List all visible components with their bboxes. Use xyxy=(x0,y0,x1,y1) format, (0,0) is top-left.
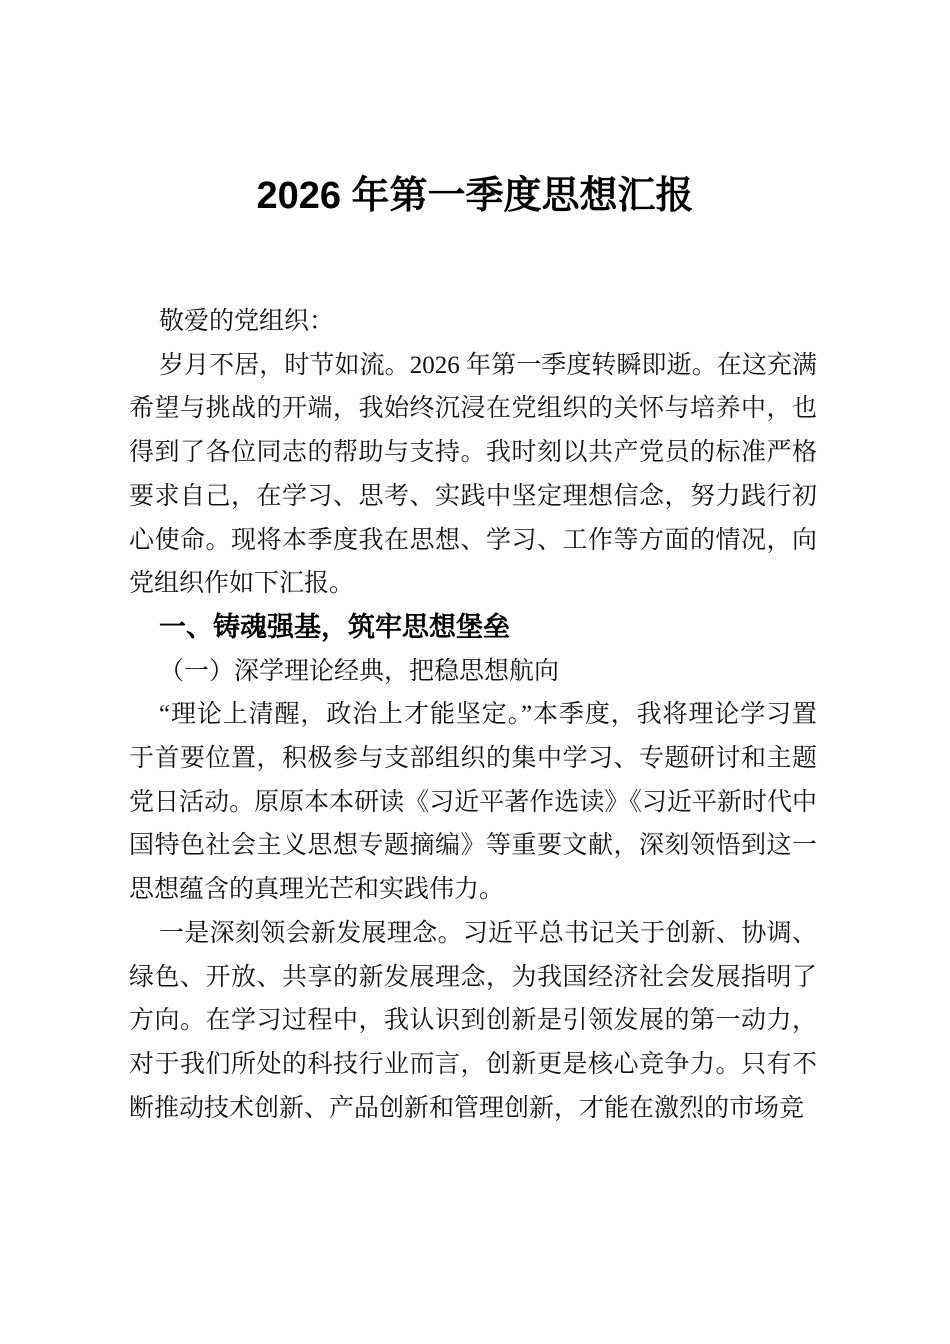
section-heading: 一、铸魂强基，筑牢思想堡垒 xyxy=(159,611,510,642)
paragraph-opening: 岁月不居，时节如流。2026 年第一季度转瞬即逝。在这充满希望与挑战的开端，我始终沉浸在党组织的关怀与培养中，也得到了各位同志的帮助与支持。我时刻以共产党员的标准严格要求自己，在学习、思考、实践中坚定理想信念，努力践行初心使命。现将本季度我在思想、学习、工作等方面的情况，向党组织作如下汇报。 xyxy=(129,351,817,598)
document-title: 2026 年第一季度思想汇报 xyxy=(256,175,694,217)
document-body xyxy=(129,300,817,1130)
paragraph-theory-study: “理论上清醒，政治上才能坚定。”本季度，我将理论学习置于首要位置，积极参与支部组织的集中学习、专题研讨和主题党日活动。原原本本研读《习近平著作选读》《习近平新时代中国特色社会主义思想专题摘编》等重要文献，深刻领悟到这一思想蕴含的真理光芒和实践伟力。 xyxy=(129,701,817,904)
salutation: 敬爱的党组织： xyxy=(159,308,335,335)
subsection-heading: （一）深学理论经典，把稳思想航向 xyxy=(159,657,560,685)
paragraph-new-development-concept: 一是深刻领会新发展理念。习近平总书记关于创新、协调、绿色、开放、共享的新发展理念，为我国经济社会发展指明了方向。在学习过程中，我认识到创新是引领发展的第一动力，对于我们所处的科技行业而言，创新更是核心竞争力。只有不断推动技术创新、产品创新和管理创新，才能在激烈的市场竞 xyxy=(129,919,817,1122)
